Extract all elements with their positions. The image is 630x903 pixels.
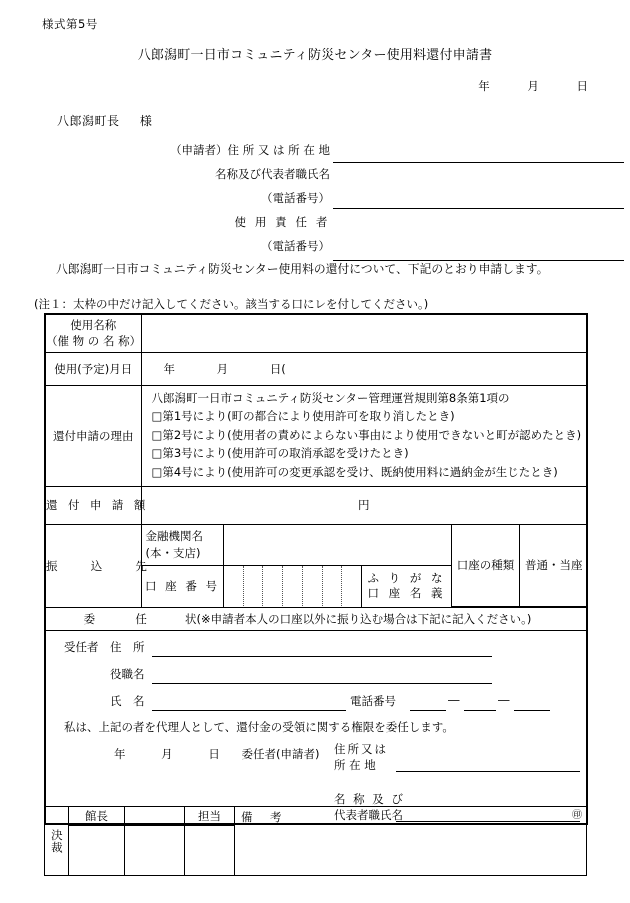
account-number-label: 口 座 番 号 — [142, 566, 224, 607]
delegate-tel-label: 電話番号 — [350, 694, 396, 709]
delegator-address-line2: 所 在 地 — [334, 758, 376, 773]
use-date-day-label: 日( — [269, 361, 286, 376]
account-holder-labels — [362, 571, 451, 602]
applicant-tel-label: （電話番号） — [261, 191, 330, 205]
date-year-label: 年 — [478, 79, 490, 93]
applicant-name-row — [120, 166, 620, 190]
delegate-tel-rule-1[interactable] — [410, 710, 446, 711]
delegate-address-row — [46, 639, 586, 666]
form-number: 様式第5号 — [42, 17, 98, 31]
seal-icon: ㊞ — [572, 810, 582, 822]
delegation-title-char-2: 任 — [135, 612, 147, 627]
approval-section-label: 決裁 — [49, 828, 64, 854]
amount-input-cell[interactable] — [141, 486, 587, 524]
delegation-statement: 私は、上記の者を代理人として、還付金の受領に関する権限を委任します。 — [64, 720, 454, 735]
account-digit-box[interactable] — [283, 566, 303, 606]
tel-dash-2: ― — [498, 693, 510, 708]
account-digit-box[interactable] — [323, 566, 343, 606]
delegator-label: 委任者(申請者) — [241, 747, 320, 762]
account-digit-box[interactable] — [303, 566, 323, 606]
manager-tel-label: （電話番号） — [261, 239, 330, 253]
reason-options-cell — [141, 385, 587, 486]
applicant-tel-rule[interactable] — [333, 208, 624, 209]
table-row-use-date — [45, 352, 587, 385]
application-table — [44, 313, 588, 825]
bank-name-label-line1: 金融機関名 — [145, 529, 203, 544]
date-day-label: 日 — [576, 79, 588, 93]
reason-checkbox-2[interactable]: □第2号により(使用者の責めによらない事由により使用できないと町が認めたとき) — [151, 427, 582, 442]
reason-checkbox-1[interactable]: □第1号により(町の都合により使用許可を取り消したとき) — [151, 409, 455, 424]
account-number-input[interactable] — [224, 566, 362, 607]
reason-list — [142, 386, 587, 486]
delegation-title-char-1: 委 — [83, 612, 96, 627]
applicant-address-rule[interactable] — [333, 162, 624, 163]
delegator-address-group — [334, 741, 584, 773]
delegation-date — [114, 746, 319, 762]
table-row-delegation-body — [45, 631, 587, 825]
use-name-label-line1: 使用名称 — [70, 317, 117, 332]
use-date-label-cell: 使用(予定)月日 — [45, 352, 141, 385]
delegation-block — [46, 631, 586, 823]
amount-unit: 円 — [358, 497, 370, 512]
account-digit-box[interactable] — [342, 566, 361, 606]
table-row-amount — [45, 486, 587, 524]
approval-col-director-header: 館長 — [69, 807, 125, 826]
delegate-tel-rule-2[interactable] — [464, 710, 496, 711]
addressee-honorific: 様 — [139, 114, 153, 128]
manager-name-label: 使 用 責 任 者 — [234, 215, 330, 229]
delegation-title-note: (※申請者本人の口座以外に振り込む場合は下記に記入ください。) — [196, 612, 532, 627]
delegate-name-label: 氏 名 — [110, 694, 145, 709]
submission-date — [0, 78, 630, 94]
account-type-options[interactable]: 普通・当座 — [520, 525, 588, 607]
amount-label-cell: 還 付 申 請 額 — [45, 486, 141, 524]
approval-staff-stamp-box[interactable] — [185, 826, 235, 876]
lead-sentence: 八郎潟町一日市コミュニティ防災センター使用料の還付について、下記のとおり申請します。 — [56, 262, 549, 276]
use-name-label-line2: （催 物 の 名 称） — [46, 334, 142, 349]
transfer-label-cell: 振 込 先 — [45, 524, 141, 608]
approval-col-staff-header: 担当 — [185, 807, 235, 826]
account-digit-box[interactable] — [244, 566, 264, 606]
bank-name-input[interactable] — [224, 525, 452, 566]
delegator-name-line2: 代表者職氏名 — [334, 808, 403, 823]
applicant-address-row — [120, 142, 620, 166]
delegate-name-rule[interactable] — [152, 710, 346, 711]
account-digit-box[interactable] — [224, 566, 244, 606]
bank-name-label-line2: (本・支店) — [145, 545, 201, 560]
table-row-reason — [45, 385, 587, 486]
reason-heading: 八郎潟町一日市コミュニティ防災センター管理運営規則第8条第1項の — [151, 390, 510, 405]
account-digit-box[interactable] — [263, 566, 283, 606]
delegation-date-month: 月 — [161, 747, 173, 762]
note-1: (注１：太枠の中だけ記入してください。該当する口にレを付してください。) — [34, 297, 429, 311]
delegation-date-year: 年 — [114, 747, 126, 762]
use-date-input[interactable] — [141, 352, 587, 385]
date-month-label: 月 — [527, 79, 539, 93]
use-name-label-cell — [45, 314, 141, 352]
applicant-tel-row — [120, 190, 620, 214]
addressee — [57, 112, 152, 129]
delegator-address-rule[interactable] — [396, 771, 580, 772]
account-digit-boxes[interactable] — [224, 566, 361, 606]
delegation-title-cell — [45, 608, 587, 631]
reason-checkbox-3[interactable]: □第3号により(使用許可の取消承認を受けたとき) — [151, 446, 409, 461]
delegate-post-row — [46, 666, 586, 693]
reason-checkbox-4[interactable]: □第4号により(使用許可の変更承認を受け、既納使用料に過納金が生じたとき) — [151, 465, 558, 479]
account-type-label: 口座の種類 — [452, 525, 520, 607]
furigana-label: ふ り が な — [367, 570, 446, 585]
table-row-transfer — [45, 524, 587, 608]
delegate-post-rule[interactable] — [152, 683, 492, 684]
delegate-post-label: 役職名 — [110, 667, 145, 682]
delegate-address-label: 受任者 住 所 — [64, 640, 145, 655]
approval-remarks-cell[interactable] — [235, 807, 587, 876]
applicant-name-label: 名称及び代表者職氏名 — [215, 167, 330, 181]
use-date-year-label: 年 — [163, 361, 175, 376]
bank-name-row — [142, 525, 588, 566]
transfer-detail-cell — [141, 524, 587, 608]
approval-col-remarks-header: 備 考 — [241, 810, 285, 824]
delegate-name-row — [46, 693, 586, 720]
approval-head-row — [45, 807, 587, 826]
delegator-address-line1: 住所又は — [334, 742, 388, 757]
use-date-month-label: 月 — [216, 361, 229, 376]
use-name-input[interactable] — [141, 314, 587, 352]
addressee-name: 八郎潟町長 — [57, 114, 120, 128]
delegation-title — [46, 608, 586, 630]
approval-col-blank-header — [125, 807, 185, 826]
delegation-date-day: 日 — [208, 747, 220, 762]
applicant-block — [120, 142, 620, 262]
delegation-body-cell — [45, 631, 587, 825]
bank-name-label-cell — [142, 525, 224, 566]
delegator-name-line1: 名 称 及 び — [334, 792, 405, 807]
approval-section-label-cell — [45, 807, 69, 876]
manager-name-row — [120, 214, 620, 238]
table-row-delegation-title — [45, 608, 587, 631]
delegation-title-char-3: 状 — [184, 612, 197, 627]
approval-table — [44, 806, 587, 876]
bank-subtable — [142, 525, 588, 608]
table-row-use-name — [45, 314, 587, 352]
manager-tel-row — [120, 238, 620, 262]
account-holder-label-cell — [362, 566, 452, 607]
account-holder-label: 口 座 名 義 — [367, 586, 446, 601]
reason-label-cell: 還付申請の理由 — [45, 385, 141, 486]
approval-blank-stamp-box[interactable] — [125, 826, 185, 876]
delegate-address-rule[interactable] — [152, 656, 492, 657]
page-title: 八郎潟町一日市コミュニティ防災センター使用料還付申請書 — [137, 48, 493, 63]
tel-dash-1: ― — [448, 693, 460, 708]
delegate-tel-rule-3[interactable] — [514, 710, 550, 711]
approval-director-stamp-box[interactable] — [69, 826, 125, 876]
applicant-address-label: （申請者）住 所 又 は 所 在 地 — [170, 143, 330, 157]
use-date-ymd — [142, 361, 587, 377]
